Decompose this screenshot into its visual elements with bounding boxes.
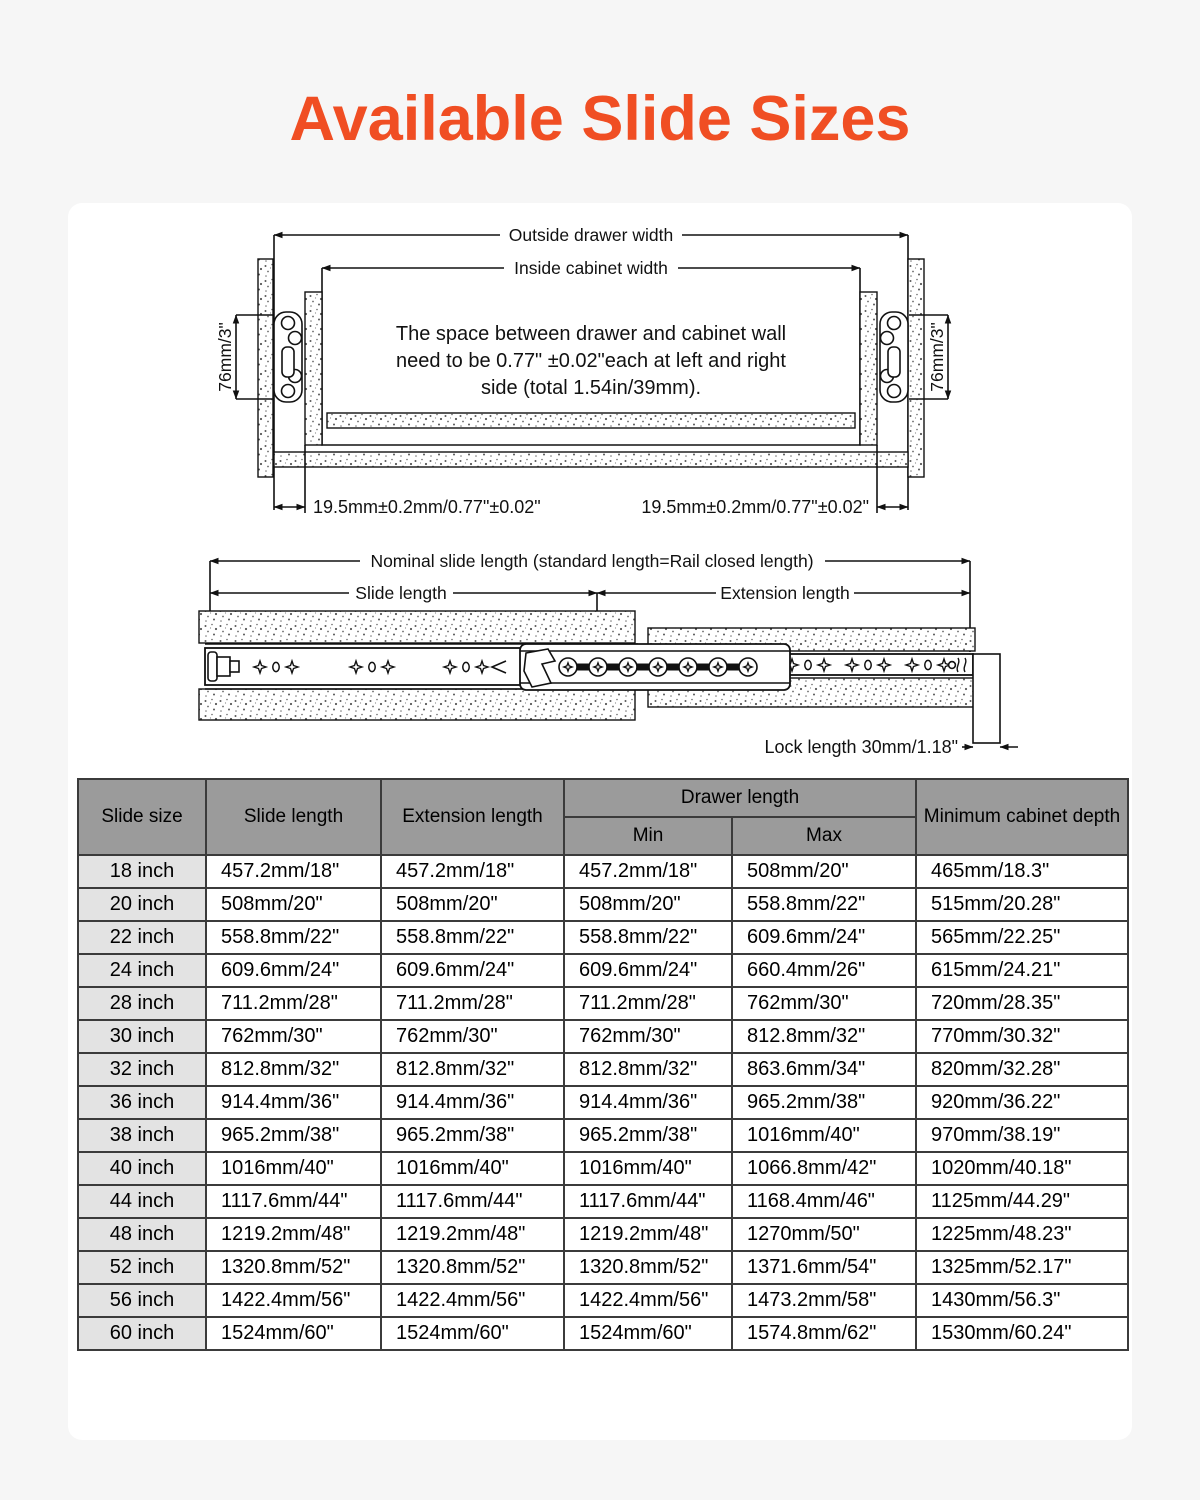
ball-retainer-mechanism <box>520 644 790 690</box>
value-cell: 812.8mm/32" <box>381 1053 564 1086</box>
clearance-note-line3: side (total 1.54in/39mm). <box>480 377 702 399</box>
value-cell: 1325mm/52.17" <box>916 1251 1128 1284</box>
clearance-label-right: 19.5mm±0.2mm/0.77"±0.02" <box>641 497 869 517</box>
value-cell: 558.8mm/22" <box>732 888 916 921</box>
nominal-length-label: Nominal slide length (standard length=Rail closed length) <box>370 551 814 571</box>
slide-size-cell: 48 inch <box>78 1218 206 1251</box>
table-row <box>78 1053 1128 1086</box>
value-cell: 465mm/18.3" <box>916 855 1128 888</box>
value-cell: 762mm/30" <box>564 1020 732 1053</box>
value-cell: 457.2mm/18" <box>564 855 732 888</box>
slide-size-cell: 30 inch <box>78 1020 206 1053</box>
value-cell: 812.8mm/32" <box>564 1053 732 1086</box>
slide-profile-right <box>880 312 908 402</box>
slide-size-cell: 52 inch <box>78 1251 206 1284</box>
table-row <box>78 954 1128 987</box>
lock-length-label: Lock length 30mm/1.18" <box>764 737 958 757</box>
value-cell: 1422.4mm/56" <box>564 1284 732 1317</box>
value-cell: 920mm/36.22" <box>916 1086 1128 1119</box>
page-title: Available Slide Sizes <box>289 84 911 154</box>
value-cell: 1117.6mm/44" <box>564 1185 732 1218</box>
clearance-note-line2: need to be 0.77" ±0.02"each at left and right <box>396 350 786 372</box>
slide-length-label: Slide length <box>355 583 447 603</box>
table-header <box>78 779 1128 855</box>
value-cell: 1422.4mm/56" <box>206 1284 381 1317</box>
value-cell: 1270mm/50" <box>732 1218 916 1251</box>
table-row <box>78 1218 1128 1251</box>
cabinet-wall-right <box>908 259 924 477</box>
slide-size-cell: 44 inch <box>78 1185 206 1218</box>
value-cell: 970mm/38.19" <box>916 1119 1128 1152</box>
slide-size-cell: 22 inch <box>78 921 206 954</box>
table-row <box>78 1317 1128 1350</box>
cabinet-mount-slab-bottom <box>199 689 635 720</box>
table-row <box>78 1020 1128 1053</box>
value-cell: 609.6mm/24" <box>732 921 916 954</box>
cabinet-mount-slab-top <box>199 611 635 643</box>
slide-height-label-left: 76mm/3" <box>215 322 235 392</box>
value-cell: 558.8mm/22" <box>564 921 732 954</box>
value-cell: 565mm/22.25" <box>916 921 1128 954</box>
value-cell: 820mm/32.28" <box>916 1053 1128 1086</box>
slide-height-label-right: 76mm/3" <box>927 322 947 392</box>
extension-length-label: Extension length <box>720 583 850 603</box>
value-cell: 762mm/30" <box>381 1020 564 1053</box>
value-cell: 1371.6mm/54" <box>732 1251 916 1284</box>
value-cell: 1524mm/60" <box>206 1317 381 1350</box>
value-cell: 508mm/20" <box>564 888 732 921</box>
value-cell: 1125mm/44.29" <box>916 1185 1128 1218</box>
cabinet-bottom-panel <box>274 452 908 467</box>
slide-diagrams <box>68 203 1132 770</box>
slide-size-cell: 32 inch <box>78 1053 206 1086</box>
table-row <box>78 1119 1128 1152</box>
drawer-wall-right <box>860 292 877 445</box>
header-drawer-max: Max <box>732 817 916 855</box>
value-cell: 711.2mm/28" <box>206 987 381 1020</box>
value-cell: 1524mm/60" <box>564 1317 732 1350</box>
value-cell: 914.4mm/36" <box>206 1086 381 1119</box>
slide-size-cell: 60 inch <box>78 1317 206 1350</box>
slide-size-cell: 24 inch <box>78 954 206 987</box>
header-slide-length: Slide length <box>206 779 381 855</box>
value-cell: 720mm/28.35" <box>916 987 1128 1020</box>
table-body <box>78 855 1128 1350</box>
value-cell: 1320.8mm/52" <box>206 1251 381 1284</box>
value-cell: 965.2mm/38" <box>732 1086 916 1119</box>
value-cell: 863.6mm/34" <box>732 1053 916 1086</box>
clearance-note-line1: The space between drawer and cabinet wall <box>395 323 787 345</box>
value-cell: 711.2mm/28" <box>564 987 732 1020</box>
value-cell: 1473.2mm/58" <box>732 1284 916 1317</box>
slide-size-cell: 38 inch <box>78 1119 206 1152</box>
value-cell: 558.8mm/22" <box>381 921 564 954</box>
drawer-wall-left <box>305 292 322 445</box>
value-cell: 762mm/30" <box>732 987 916 1020</box>
value-cell: 914.4mm/36" <box>381 1086 564 1119</box>
header-min-cabinet-depth: Minimum cabinet depth <box>916 779 1128 855</box>
value-cell: 914.4mm/36" <box>564 1086 732 1119</box>
value-cell: 812.8mm/32" <box>206 1053 381 1086</box>
cabinet-wall-left <box>258 259 273 477</box>
value-cell: 812.8mm/32" <box>732 1020 916 1053</box>
table-row <box>78 855 1128 888</box>
table-row <box>78 1152 1128 1185</box>
value-cell: 508mm/20" <box>381 888 564 921</box>
diagram-and-table-card <box>68 203 1132 1440</box>
slide-length-diagram <box>199 561 1018 747</box>
value-cell: 1422.4mm/56" <box>381 1284 564 1317</box>
value-cell: 1016mm/40" <box>381 1152 564 1185</box>
inside-cabinet-width-label: Inside cabinet width <box>514 258 668 278</box>
value-cell: 1219.2mm/48" <box>564 1218 732 1251</box>
table-row <box>78 921 1128 954</box>
value-cell: 1574.8mm/62" <box>732 1317 916 1350</box>
slide-size-cell: 40 inch <box>78 1152 206 1185</box>
value-cell: 660.4mm/26" <box>732 954 916 987</box>
value-cell: 1117.6mm/44" <box>206 1185 381 1218</box>
slide-size-cell: 36 inch <box>78 1086 206 1119</box>
value-cell: 1320.8mm/52" <box>381 1251 564 1284</box>
value-cell: 1219.2mm/48" <box>206 1218 381 1251</box>
slide-sizes-table <box>77 778 1129 1351</box>
outside-drawer-width-label: Outside drawer width <box>508 225 674 245</box>
table-row <box>78 888 1128 921</box>
value-cell: 615mm/24.21" <box>916 954 1128 987</box>
value-cell: 1530mm/60.24" <box>916 1317 1128 1350</box>
value-cell: 1524mm/60" <box>381 1317 564 1350</box>
table-row <box>78 1284 1128 1317</box>
value-cell: 558.8mm/22" <box>206 921 381 954</box>
value-cell: 762mm/30" <box>206 1020 381 1053</box>
value-cell: 1168.4mm/46" <box>732 1185 916 1218</box>
value-cell: 770mm/30.32" <box>916 1020 1128 1053</box>
header-extension-length: Extension length <box>381 779 564 855</box>
value-cell: 1016mm/40" <box>732 1119 916 1152</box>
table-row <box>78 1086 1128 1119</box>
slide-size-cell: 56 inch <box>78 1284 206 1317</box>
drawer-bottom-panel <box>327 413 855 428</box>
slide-profile-left <box>274 312 302 402</box>
value-cell: 965.2mm/38" <box>381 1119 564 1152</box>
header-drawer-min: Min <box>564 817 732 855</box>
value-cell: 965.2mm/38" <box>564 1119 732 1152</box>
value-cell: 1020mm/40.18" <box>916 1152 1128 1185</box>
value-cell: 457.2mm/18" <box>206 855 381 888</box>
value-cell: 1430mm/56.3" <box>916 1284 1128 1317</box>
slide-size-cell: 28 inch <box>78 987 206 1020</box>
slide-size-cell: 20 inch <box>78 888 206 921</box>
header-drawer-length: Drawer length <box>564 779 916 817</box>
value-cell: 711.2mm/28" <box>381 987 564 1020</box>
value-cell: 1117.6mm/44" <box>381 1185 564 1218</box>
value-cell: 457.2mm/18" <box>381 855 564 888</box>
value-cell: 1016mm/40" <box>206 1152 381 1185</box>
table-row <box>78 1185 1128 1218</box>
value-cell: 1219.2mm/48" <box>381 1218 564 1251</box>
table-row <box>78 1251 1128 1284</box>
value-cell: 1066.8mm/42" <box>732 1152 916 1185</box>
value-cell: 609.6mm/24" <box>381 954 564 987</box>
value-cell: 609.6mm/24" <box>206 954 381 987</box>
value-cell: 1225mm/48.23" <box>916 1218 1128 1251</box>
clearance-label-left: 19.5mm±0.2mm/0.77"±0.02" <box>313 497 541 517</box>
value-cell: 515mm/20.28" <box>916 888 1128 921</box>
value-cell: 508mm/20" <box>732 855 916 888</box>
value-cell: 508mm/20" <box>206 888 381 921</box>
value-cell: 1320.8mm/52" <box>564 1251 732 1284</box>
slide-size-cell: 18 inch <box>78 855 206 888</box>
value-cell: 1016mm/40" <box>564 1152 732 1185</box>
value-cell: 965.2mm/38" <box>206 1119 381 1152</box>
header-slide-size: Slide size <box>78 779 206 855</box>
value-cell: 609.6mm/24" <box>564 954 732 987</box>
table-row <box>78 987 1128 1020</box>
